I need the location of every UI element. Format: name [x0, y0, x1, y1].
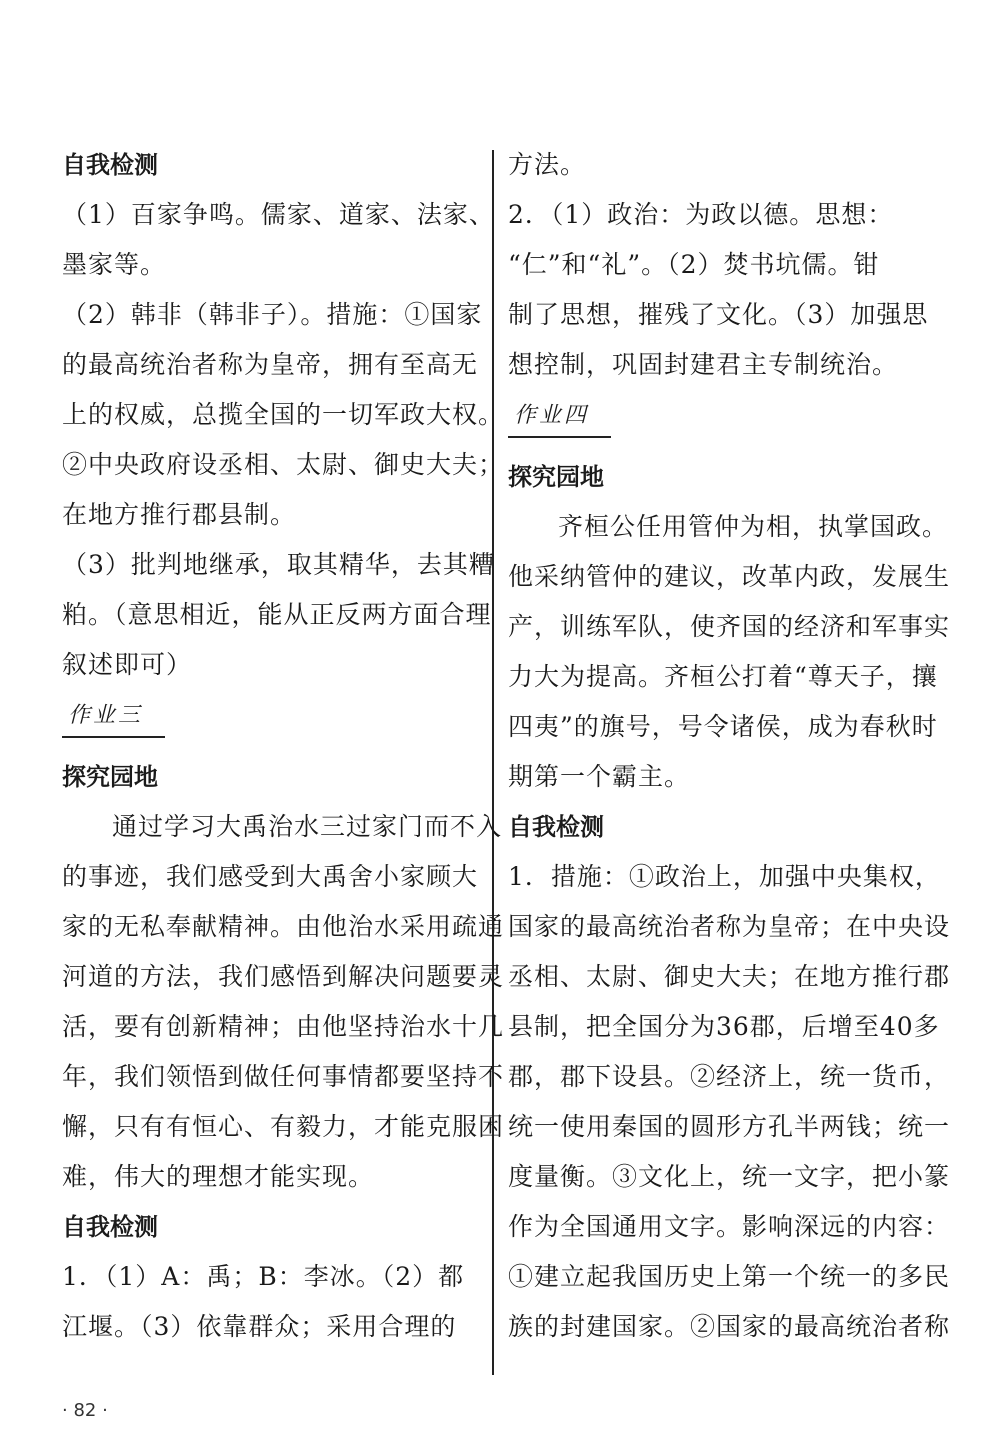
text-line: 的最高统治者称为皇帝，拥有至高无: [62, 350, 479, 379]
text-line: 县制，把全国分为36郡，后增至40多: [508, 1012, 940, 1041]
text-line: （3）批判地继承，取其精华，去其糟: [62, 550, 495, 579]
text-line: 国家的最高统治者称为皇帝；在中央设: [508, 912, 951, 941]
right-column: [508, 140, 951, 1352]
explore-body: [62, 802, 505, 1202]
text-line: （2）韩非（韩非子）。措施：①国家: [62, 300, 483, 329]
text-line: 在地方推行郡县制。: [62, 500, 297, 529]
text-line: 叙述即可）: [62, 650, 193, 679]
text-line: 墨家等。: [62, 250, 167, 279]
text-line: 上的权威，总揽全国的一切军政大权。: [62, 400, 505, 429]
text-line: 力大为提高。齐桓公打着“尊天子，攘: [508, 662, 938, 691]
column-divider: [492, 150, 494, 1375]
text-line: 统一使用秦国的圆形方孔半两钱；统一: [508, 1112, 951, 1141]
text-line: 的事迹，我们感受到大禹舍小家顾大: [62, 862, 479, 891]
text-line: 丞相、太尉、御史大夫；在地方推行郡: [508, 962, 951, 991]
section-title-homework-4: 作业四: [508, 396, 611, 438]
text-line: 产，训练军队，使齐国的经济和军事实: [508, 612, 951, 641]
text-line: 江堰。（3）依靠群众；采用合理的: [62, 1312, 457, 1341]
text-line: 制了思想，摧残了文化。（3）加强思: [508, 300, 929, 329]
explore-body: [508, 502, 951, 802]
text-line: 河道的方法，我们感悟到解决问题要灵: [62, 962, 505, 991]
left-column: [62, 140, 505, 1352]
self-check-heading: 自我检测: [508, 813, 604, 841]
text-line: ①建立起我国历史上第一个统一的多民: [508, 1262, 951, 1291]
text-line: 家的无私奉献精神。由他治水采用疏通: [62, 912, 505, 941]
text-line: 2．（1）政治：为政以德。思想：: [508, 200, 894, 229]
text-line: ②中央政府设丞相、太尉、御史大夫；: [62, 450, 505, 479]
self-check-body: [508, 852, 951, 1352]
text-line: 郡，郡下设县。②经济上，统一货币，: [508, 1062, 951, 1091]
text-line: 他采纳管仲的建议，改革内政，发展生: [508, 562, 951, 591]
section-title-homework-3: 作业三: [62, 696, 165, 738]
text-line: 活，要有创新精神；由他坚持治水十几: [62, 1012, 505, 1041]
text-line: 度量衡。③文化上，统一文字，把小篆: [508, 1162, 951, 1191]
text-line: 粕。（意思相近，能从正反两方面合理: [62, 600, 492, 629]
text-line: “仁”和“礼”。（2）焚书坑儒。钳: [508, 250, 880, 279]
text-line: 懈，只有有恒心、有毅力，才能克服困: [62, 1112, 505, 1141]
text-line: （1）百家争鸣。儒家、道家、法家、: [62, 200, 495, 229]
text-line: 方法。: [508, 150, 587, 179]
self-check-1-body: [62, 190, 505, 690]
text-line: 1．（1）A：禹；B：李冰。（2）都: [62, 1262, 465, 1291]
text-line: 四夷”的旗号，号令诸侯，成为春秋时: [508, 712, 938, 741]
self-check-2-body: [62, 1252, 482, 1352]
text-line: 通过学习大禹治水三过家门而不入: [112, 812, 503, 841]
text-line: 作为全国通用文字。影响深远的内容：: [508, 1212, 951, 1241]
explore-heading: 探究园地: [508, 463, 604, 491]
text-line: 齐桓公任用管仲为相，执掌国政。: [558, 512, 949, 541]
text-line: 族的封建国家。②国家的最高统治者称: [508, 1312, 951, 1341]
self-check-heading: 自我检测: [62, 151, 158, 179]
text-line: 想控制，巩固封建君主专制统治。: [508, 350, 899, 379]
page-number: · 82 ·: [62, 1400, 108, 1421]
text-line: 难，伟大的理想才能实现。: [62, 1162, 375, 1191]
intro-body: [508, 140, 933, 390]
self-check-heading: 自我检测: [62, 1213, 158, 1241]
explore-heading: 探究园地: [62, 763, 158, 791]
text-line: 年，我们领悟到做任何事情都要坚持不: [62, 1062, 505, 1091]
text-line: 1．措施：①政治上，加强中央集权，: [508, 862, 941, 891]
text-line: 期第一个霸主。: [508, 762, 691, 791]
